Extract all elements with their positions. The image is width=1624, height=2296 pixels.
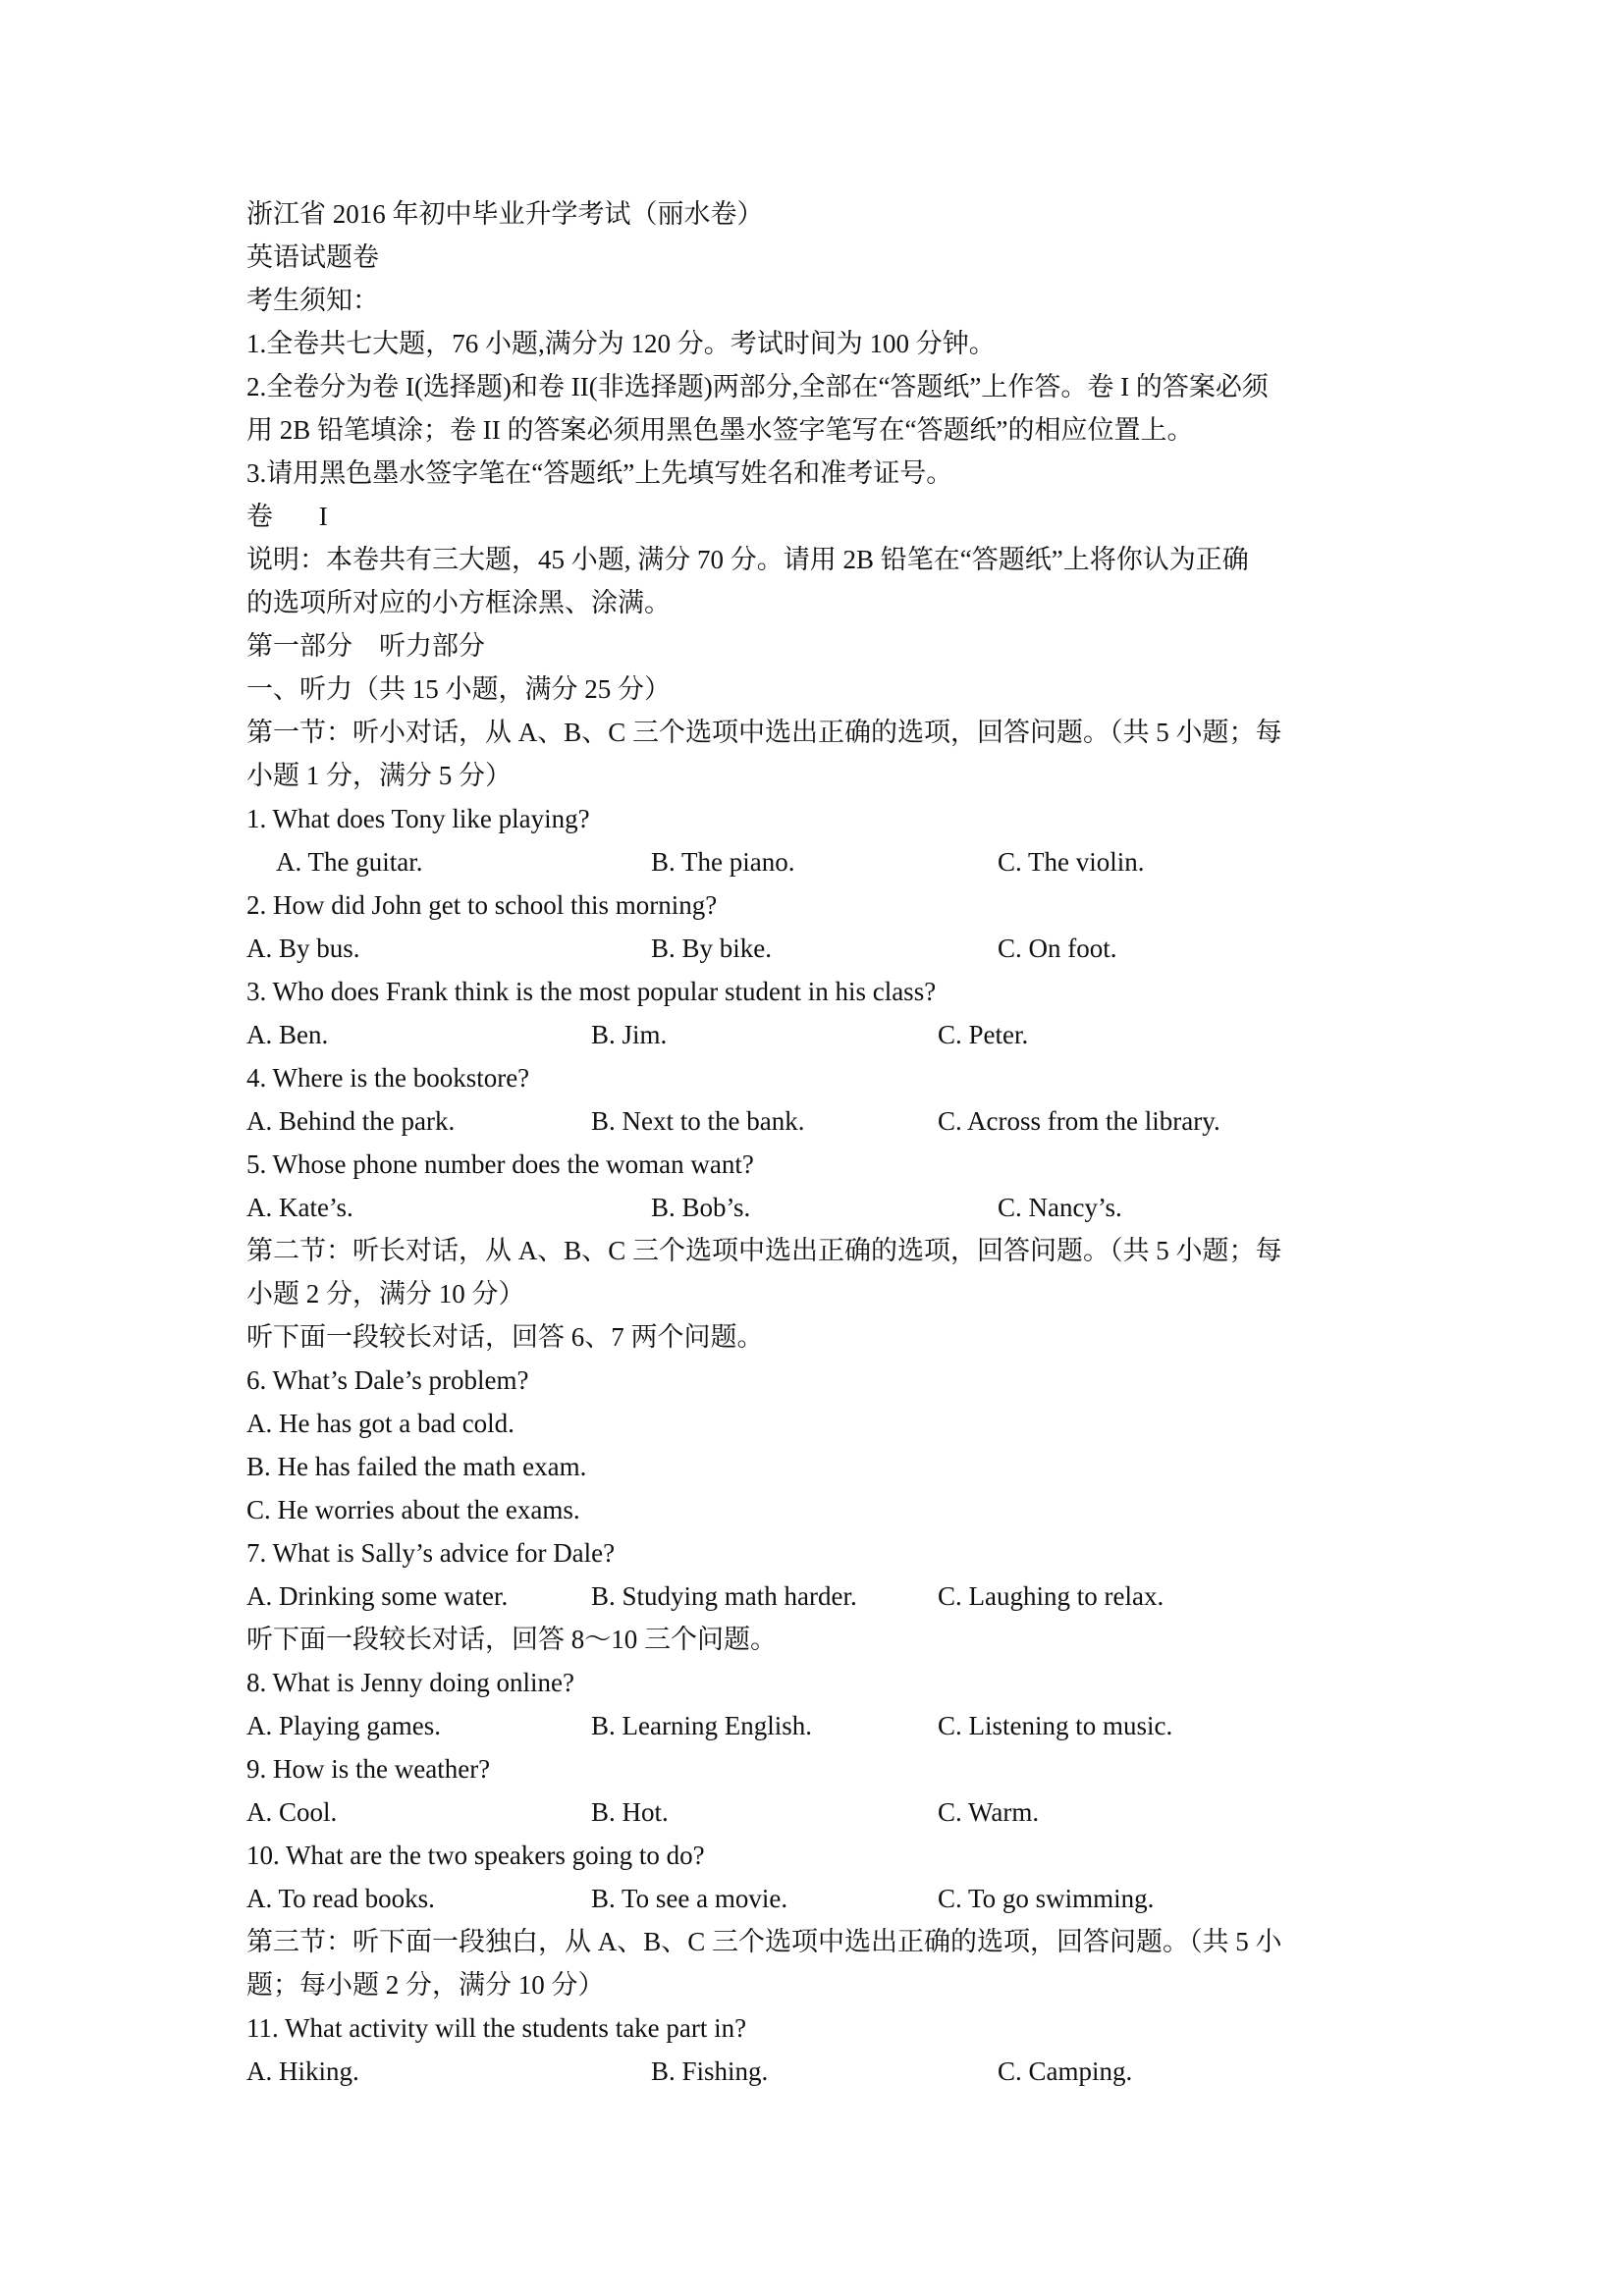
option-b: B. The piano. [651,847,795,877]
section-instruction: 第三节：听下面一段独白，从 A、B、C 三个选项中选出正确的选项，回答问题。（共 5 小 [246,1927,1282,1956]
notice-item: 3.请用黑色墨水签字笔在“答题纸”上先填写姓名和准考证号。 [246,458,953,488]
option-c: C. Listening to music. [938,1711,1173,1740]
option-b: B. Bob’s. [651,1193,751,1222]
option-a: A. Playing games. [246,1711,441,1740]
question-text: 4. Where is the bookstore? [246,1063,530,1093]
option-a: A. Cool. [246,1797,338,1827]
option-a: A. By bus. [246,934,360,963]
notice-item: 用 2B 铅笔填涂；卷 II 的答案必须用黑色墨水签字笔写在“答题纸”的相应位置上。 [246,415,1194,445]
option-a: A. Drinking some water. [246,1581,509,1611]
option-a: A. The guitar. [276,847,423,877]
dialogue-intro: 听下面一段较长对话，回答 8～10 三个问题。 [246,1625,777,1654]
option-b: B. To see a movie. [591,1884,788,1913]
exam-title: 浙江省 2016 年初中毕业升学考试（丽水卷） [246,199,764,229]
question-text: 9. How is the weather? [246,1754,491,1784]
option-c: C. He worries about the exams. [246,1495,580,1524]
option-c: C. Across from the library. [938,1106,1220,1136]
section-title: 一、听力（共 15 小题，满分 25 分） [246,674,671,704]
question-text: 5. Whose phone number does the woman want? [246,1149,754,1179]
option-a: A. Kate’s. [246,1193,353,1222]
question-text: 1. What does Tony like playing? [246,804,590,833]
option-a: A. To read books. [246,1884,435,1913]
part-heading: 第一部分 听力部分 [246,631,485,661]
option-c: C. Laughing to relax. [938,1581,1164,1611]
option-c: C. Warm. [938,1797,1040,1827]
section-instruction: 题；每小题 2 分，满分 10 分） [246,1970,605,2000]
option-b: B. By bike. [651,934,773,963]
question-text: 6. What’s Dale’s problem? [246,1365,529,1395]
section-instruction: 第一节：听小对话，从 A、B、C 三个选项中选出正确的选项，回答问题。（共 5 小题；每 [246,718,1282,747]
option-b: B. Hot. [591,1797,669,1827]
option-c: C. The violin. [998,847,1145,877]
volume-heading [246,499,328,534]
question-text: 10. What are the two speakers going to do? [246,1841,705,1870]
option-c: C. Camping. [998,2056,1133,2086]
volume-numeral: I [318,502,328,531]
section-instruction: 小题 2 分，满分 10 分） [246,1279,525,1308]
notice-item: 1.全卷共七大题，76 小题,满分为 120 分。考试时间为 100 分钟。 [246,329,996,358]
option-c: C. Peter. [938,1020,1029,1049]
dialogue-intro: 听下面一段较长对话，回答 6、7 两个问题。 [246,1322,764,1352]
question-text: 2. How did John get to school this morning? [246,890,718,920]
question-text: 8. What is Jenny doing online? [246,1668,574,1697]
option-b: B. He has failed the math exam. [246,1452,587,1481]
question-text: 7. What is Sally’s advice for Dale? [246,1538,616,1568]
option-c: C. On foot. [998,934,1117,963]
notice-item: 2.全卷分为卷 I(选择题)和卷 II(非选择题)两部分,全部在“答题纸”上作答。卷 I 的答案必须 [246,372,1269,401]
option-a: A. He has got a bad cold. [246,1409,514,1438]
volume-instruction: 的选项所对应的小方框涂黑、涂满。 [246,588,671,617]
section-instruction: 小题 1 分，满分 5 分） [246,761,512,790]
option-a: A. Ben. [246,1020,329,1049]
option-b: B. Fishing. [651,2056,769,2086]
volume-instruction: 说明：本卷共有三大题，45 小题, 满分 70 分。请用 2B 铅笔在“答题纸”上将你认为正确 [246,545,1249,574]
option-b: B. Jim. [591,1020,668,1049]
option-b: B. Next to the bank. [591,1106,805,1136]
section-instruction: 第二节：听长对话，从 A、B、C 三个选项中选出正确的选项，回答问题。（共 5 小题；每 [246,1236,1282,1265]
option-a: A. Behind the park. [246,1106,456,1136]
option-c: C. To go swimming. [938,1884,1155,1913]
question-text: 11. What activity will the students take part in? [246,2013,747,2043]
option-b: B. Studying math harder. [591,1581,857,1611]
option-c: C. Nancy’s. [998,1193,1122,1222]
question-text: 3. Who does Frank think is the most popular student in his class? [246,977,937,1006]
option-b: B. Learning English. [591,1711,812,1740]
paper-subtitle: 英语试题卷 [246,242,379,272]
volume-label: 卷 [246,502,273,531]
notice-heading: 考生须知： [246,286,379,315]
option-a: A. Hiking. [246,2056,359,2086]
